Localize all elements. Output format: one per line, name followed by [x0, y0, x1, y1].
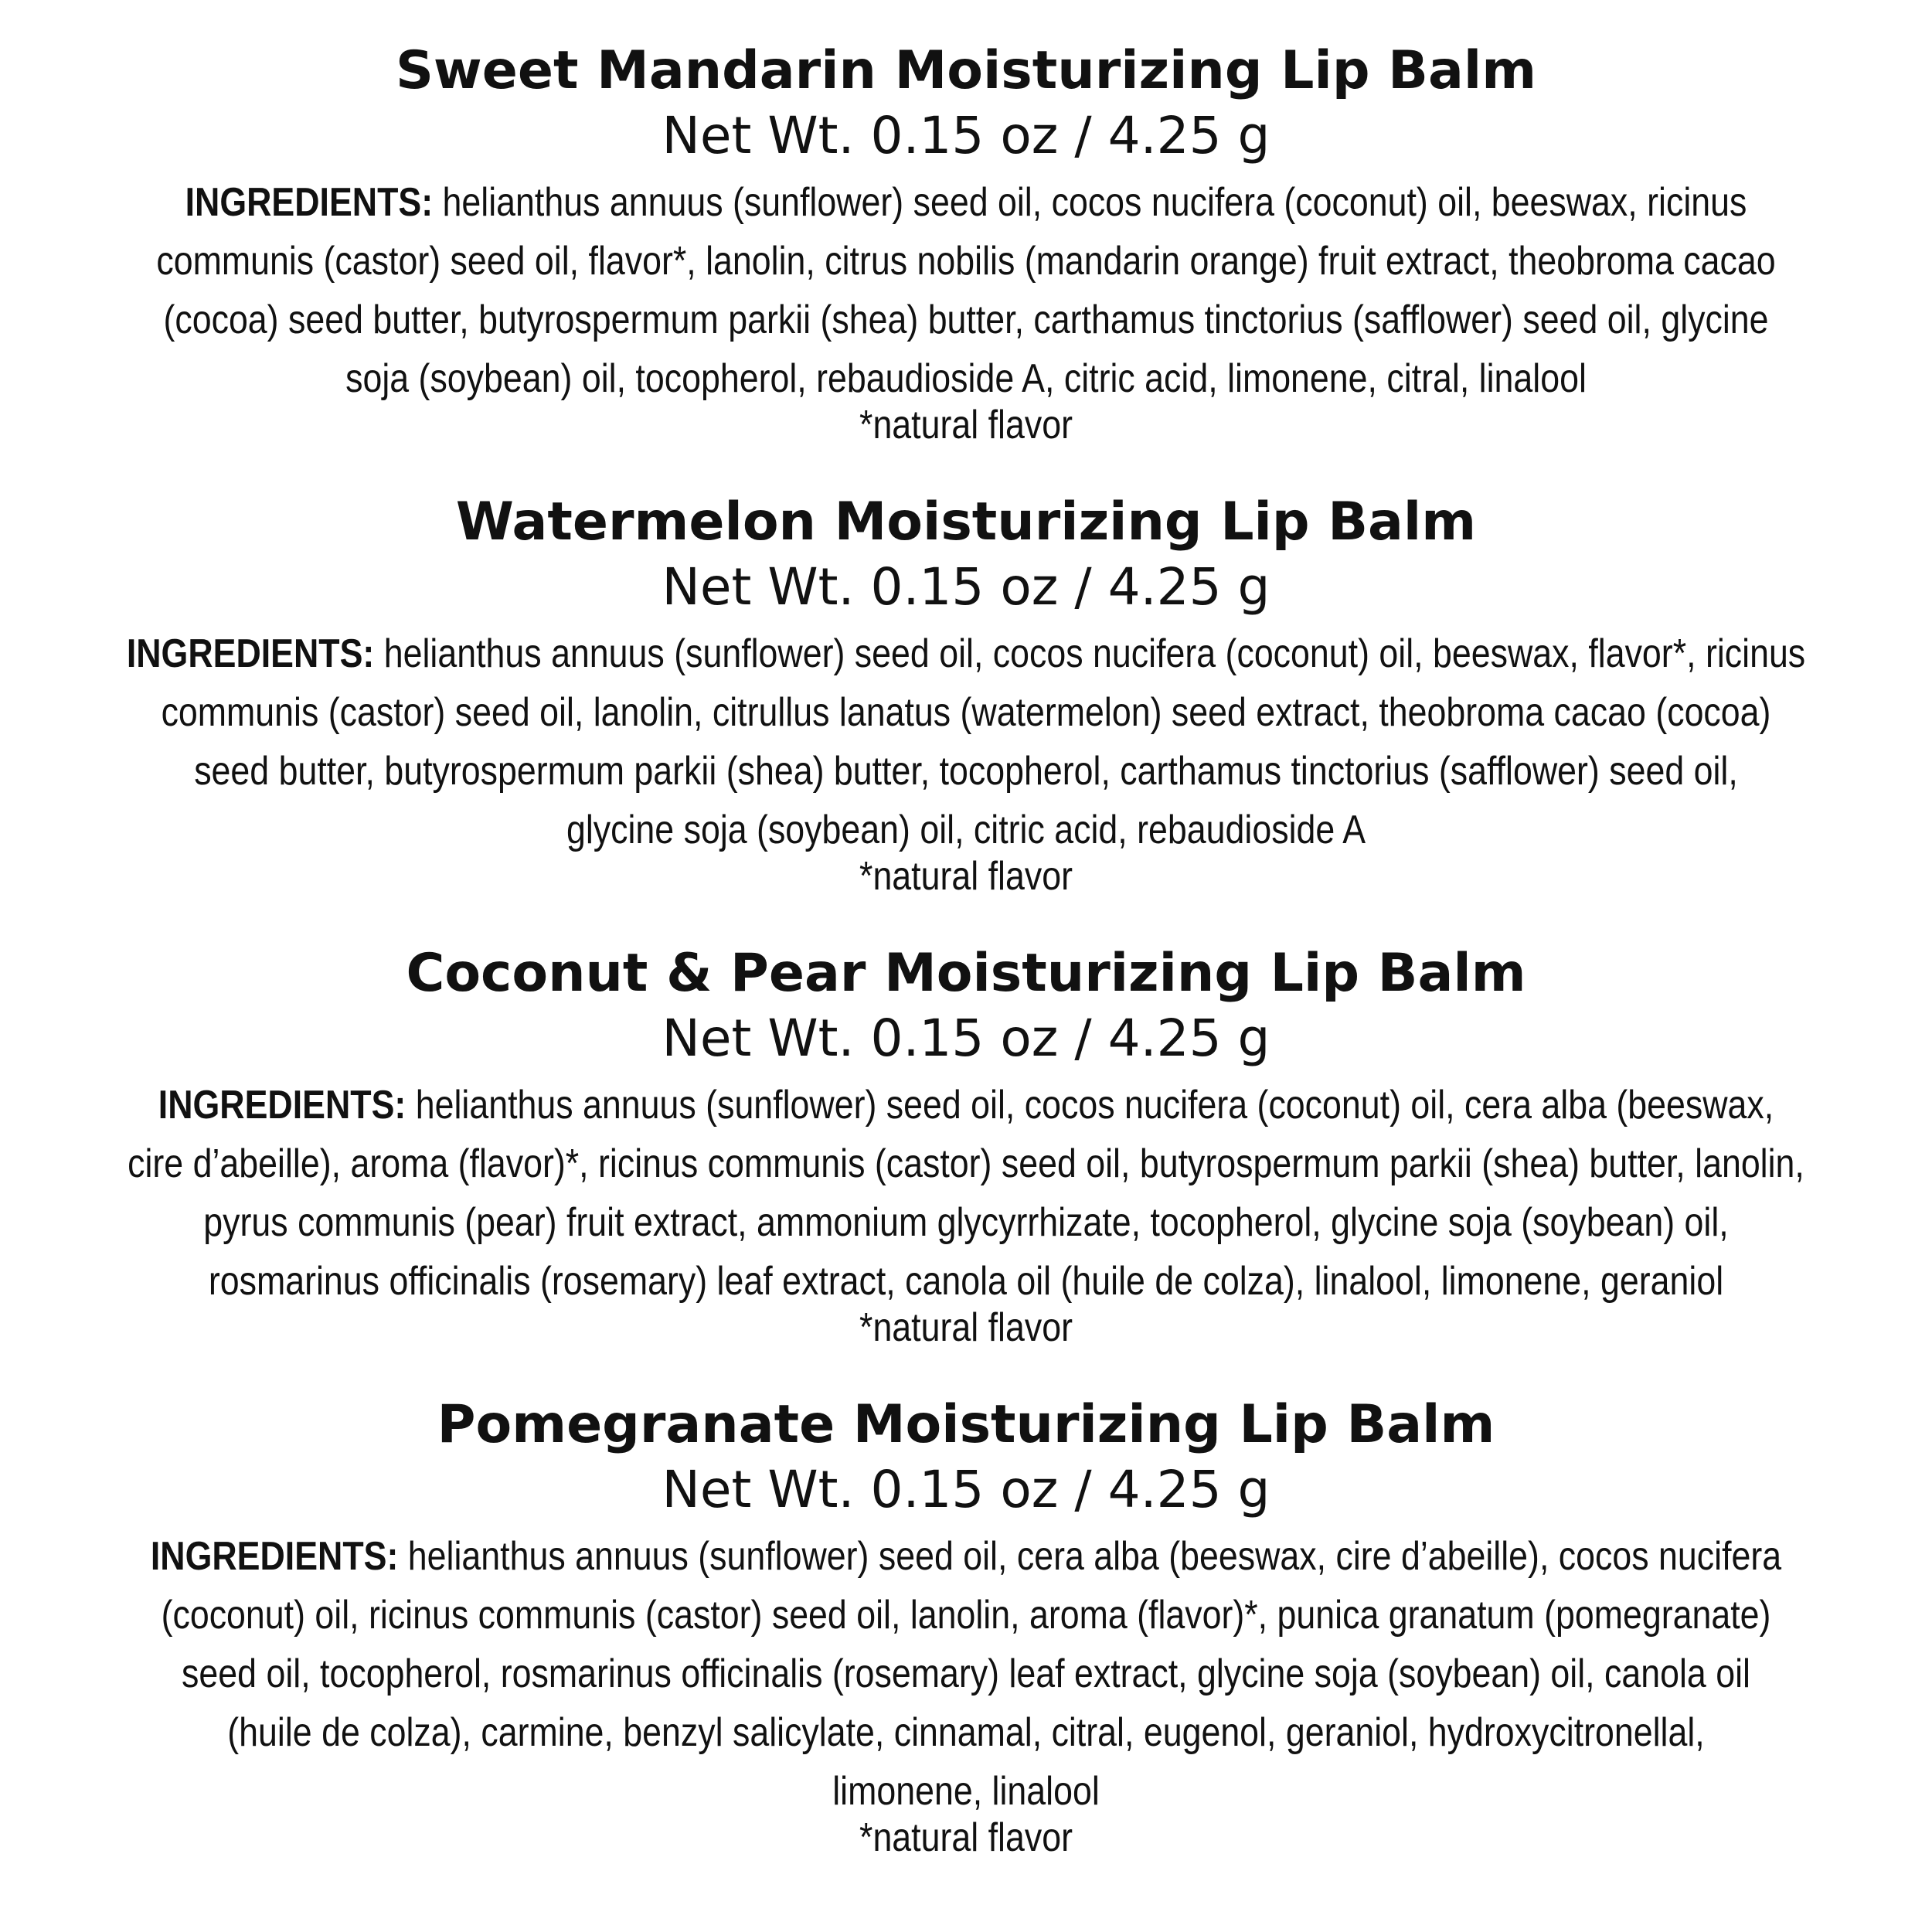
product-pomegranate — [23, 1394, 1909, 1867]
ingredients-line: seed oil, tocopherol, rosmarinus officinalis (rosemary) leaf extract, glycine soja (soybean) oil, canola oil — [182, 1651, 1750, 1696]
product-watermelon — [23, 492, 1909, 906]
ingredients-line: seed butter, butyrospermum parkii (shea) butter, tocopherol, carthamus tinctorius (safflower) seed oil, — [194, 749, 1738, 794]
ingredients-line: INGREDIENTS: helianthus annuus (sunflower) seed oil, cocos nucifera (coconut) oil, cera alba (beeswax, — [158, 1083, 1774, 1128]
product-coconut-pear — [23, 943, 1909, 1357]
natural-flavor-footnote: *natural flavor — [859, 1815, 1073, 1860]
ingredients-line: (huile de colza), carmine, benzyl salicylate, cinnamal, citral, eugenol, geraniol, hydroxycitronellal, — [227, 1710, 1705, 1755]
ingredients-label: INGREDIENTS: — [126, 631, 375, 676]
natural-flavor-footnote: *natural flavor — [859, 1305, 1073, 1350]
ingredients-list — [22, 624, 1910, 859]
ingredients-line: INGREDIENTS: helianthus annuus (sunflower) seed oil, cocos nucifera (coconut) oil, beeswax, ricinus — [185, 180, 1747, 225]
product-title: Watermelon Moisturizing Lip Balm — [455, 492, 1477, 553]
product-sweet-mandarin — [23, 40, 1909, 454]
ingredients-line: (cocoa) seed butter, butyrospermum parkii (shea) butter, carthamus tinctorius (safflower) seed oil, glycine — [163, 298, 1769, 342]
net-weight: Net Wt. 0.15 oz / 4.25 g — [662, 1009, 1270, 1068]
ingredients-list — [22, 1076, 1910, 1311]
ingredients-line: communis (castor) seed oil, flavor*, lanolin, citrus nobilis (mandarin orange) fruit extract, theobroma cacao — [156, 239, 1776, 284]
ingredients-line: glycine soja (soybean) oil, citric acid, rebaudioside A — [566, 808, 1366, 852]
ingredients-line: pyrus communis (pear) fruit extract, ammonium glycyrrhizate, tocopherol, glycine soja (soybean) oil, — [203, 1200, 1729, 1245]
ingredients-list — [22, 1527, 1910, 1821]
ingredients-line: soja (soybean) oil, tocopherol, rebaudioside A, citric acid, limonene, citral, linalool — [345, 356, 1587, 401]
ingredients-label: INGREDIENTS: — [158, 1083, 406, 1128]
ingredients-line: limonene, linalool — [832, 1769, 1100, 1814]
ingredients-label: INGREDIENTS: — [185, 180, 434, 225]
ingredients-line: INGREDIENTS: helianthus annuus (sunflower) seed oil, cocos nucifera (coconut) oil, beeswax, flavor*, ricinus — [126, 631, 1806, 676]
ingredients-line: INGREDIENTS: helianthus annuus (sunflower) seed oil, cera alba (beeswax, cire d’abeille), cocos nucifera — [150, 1534, 1782, 1579]
ingredients-line: (coconut) oil, ricinus communis (castor) seed oil, lanolin, aroma (flavor)*, punica granatum (pomegranate) — [161, 1593, 1771, 1638]
net-weight: Net Wt. 0.15 oz / 4.25 g — [662, 557, 1270, 617]
net-weight: Net Wt. 0.15 oz / 4.25 g — [662, 106, 1270, 165]
product-title: Sweet Mandarin Moisturizing Lip Balm — [395, 40, 1537, 101]
net-weight: Net Wt. 0.15 oz / 4.25 g — [662, 1460, 1270, 1519]
natural-flavor-footnote: *natural flavor — [859, 403, 1073, 447]
product-title: Coconut & Pear Moisturizing Lip Balm — [406, 943, 1526, 1004]
ingredients-line: rosmarinus officinalis (rosemary) leaf extract, canola oil (huile de colza), linalool, limonene, geraniol — [208, 1259, 1724, 1304]
natural-flavor-footnote: *natural flavor — [859, 854, 1073, 899]
ingredients-list — [22, 173, 1910, 408]
ingredients-line: cire d’abeille), aroma (flavor)*, ricinus communis (castor) seed oil, butyrospermum parkii (shea) butter, lanolin, — [128, 1141, 1804, 1186]
ingredients-label: INGREDIENTS: — [150, 1534, 399, 1579]
product-title: Pomegranate Moisturizing Lip Balm — [437, 1394, 1495, 1455]
ingredients-line: communis (castor) seed oil, lanolin, citrullus lanatus (watermelon) seed extract, theobroma cacao (cocoa) — [161, 690, 1771, 735]
